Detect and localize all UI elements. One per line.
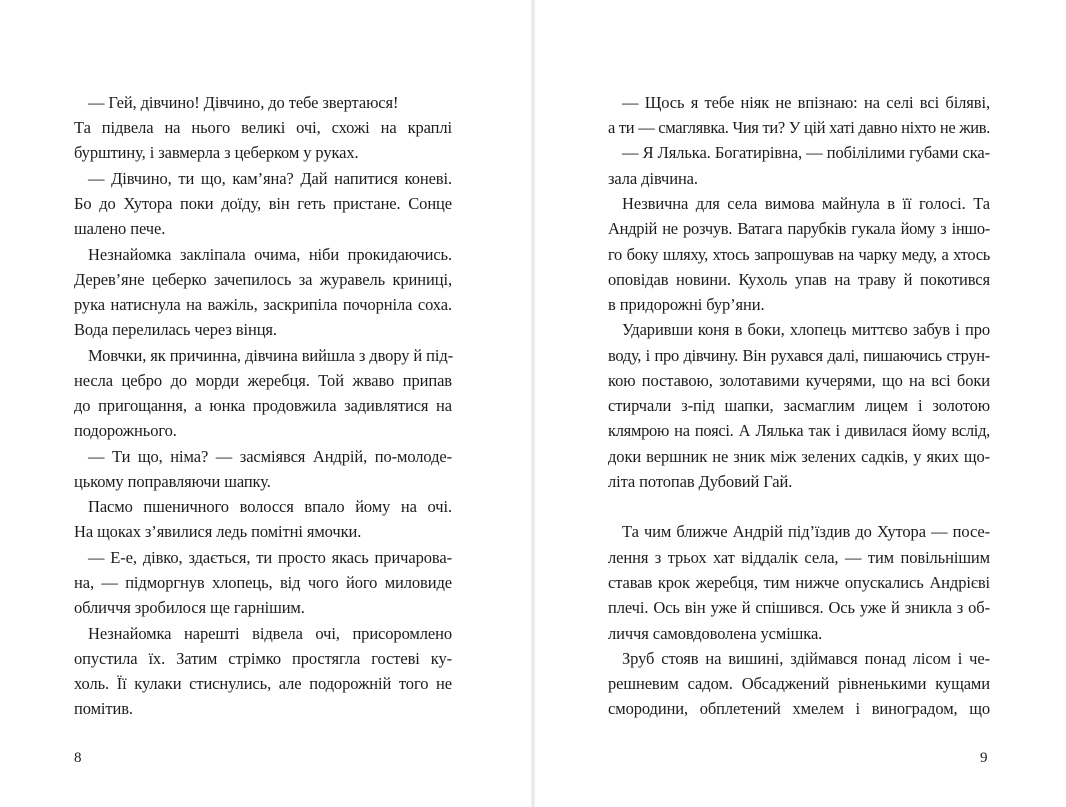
text-line: холь. Її кулаки стиснулись, але подорожній того не (74, 674, 452, 693)
text-line: помітив. (74, 699, 133, 718)
text-line: личчя самовдоволена усмішка. (608, 624, 823, 643)
text-line: літа потопав Дубовий Гай. (608, 472, 793, 491)
text-line: — Я Лялька. Богатирівна, — побілілими губами ска- (622, 143, 990, 162)
text-line: стирчали з-під шапки, засмаглим лицем і золотою (608, 396, 990, 415)
text-line: Мовчки, як причинна, дівчина вийшла з двору й під- (88, 346, 454, 365)
text-line: рука натиснула на важіль, заскрипіла почорніла соха. (74, 295, 452, 314)
text-line: опустила їх. Затим стрімко простягла гостеві ку- (74, 649, 452, 668)
text-line: бурштину, і завмерла з цеберком у руках. (74, 143, 359, 162)
text-line: обличчя зробилося ще гарнішим. (74, 598, 305, 617)
text-line: решневим садом. Обсаджений рівненькими кущами (608, 674, 990, 693)
text-line: Дерев’яне цеберко зачепилось за журавель криниці, (74, 270, 452, 289)
text-line: несла цебро до морди жеребця. Той жваво припав (74, 371, 452, 390)
text-line: доки вершник не зник між зелених садків, у яких що- (608, 447, 990, 466)
text-line: плечі. Ось він уже й спішився. Ось уже й зникла з об- (608, 598, 990, 617)
text-line: кою поставою, золотавими кучерями, що на всі боки (608, 371, 990, 390)
page-number: 9 (980, 750, 988, 766)
text-line: Зруб стояв на вишині, здіймався понад лісом і че- (622, 649, 990, 668)
text-line: Вода перелилась через вінця. (74, 320, 277, 339)
text-line: воду, і про дівчину. Він рухався далі, пишаючись струн- (608, 346, 990, 365)
text-line: смородини, обплетений хмелем і виноградом, що (608, 699, 990, 718)
text-line: Пасмо пшеничного волосся впало йому на очі. (88, 497, 452, 516)
text-line: на, — підморгнув хлопець, від чого його миловиде (74, 573, 452, 592)
text-line: — Дівчино, ти що, кам’яна? Дай напитися коневі. (88, 169, 452, 188)
text-line: го боку шляху, хтось запрошував на чарку меду, а хтось (608, 245, 990, 264)
text-line: Незвична для села вимова майнула в її голосі. Та (622, 194, 990, 213)
text-line: а ти — смаглявка. Чия ти? У цій хаті давно ніхто не жив. (608, 118, 990, 137)
text-line: зала дівчина. (608, 169, 698, 188)
text-line: цькому поправляючи шапку. (74, 472, 271, 491)
text-line: Бо до Хутора поки доїду, він геть пристане. Сонце (74, 194, 452, 213)
right-page (533, 0, 1066, 807)
text-line: Андрій не розчув. Ватага парубків гукала йому з іншо- (608, 219, 990, 238)
text-line: На щоках з’явилися ледь помітні ямочки. (74, 522, 362, 541)
text-line: Та підвела на нього великі очі, схожі на краплі (74, 118, 452, 137)
text-line: ставав крок жеребця, тим нижче опускались Андрієві (608, 573, 990, 592)
text-line: Та чим ближче Андрій під’їздив до Хутора — посе- (622, 522, 990, 541)
text-line: в придорожні бур’яни. (608, 295, 765, 314)
text-line: подорожнього. (74, 421, 177, 440)
text-line: — Гей, дівчино! Дівчино, до тебе звертаюся! (88, 93, 399, 112)
text-line: Ударивши коня в боки, хлопець миттєво забув і про (622, 320, 990, 339)
text-line: Незнайомка закліпала очима, ніби прокидаючись. (88, 245, 452, 264)
text-line: оповідав новини. Кухоль упав на траву й покотився (608, 270, 990, 289)
text-line: — Ти що, німа? — засміявся Андрій, по-молоде- (88, 447, 452, 466)
text-line: до пригощання, а юнка продовжила задивлятися на (74, 396, 452, 415)
text-line: — Щось я тебе ніяк не впізнаю: на селі всі біляві, (622, 93, 990, 112)
text-line: клямрою на поясі. А Лялька так і дивилася йому вслід, (608, 421, 990, 440)
text-line: — Е-е, дівко, здається, ти просто якась причарова- (88, 548, 452, 567)
page-number: 8 (74, 750, 82, 766)
text-line: лення з трьох хат віддалік села, — тим повільнішим (608, 548, 990, 567)
text-line: Незнайомка нарешті відвела очі, присоромлено (88, 624, 452, 643)
text-line: шалено пече. (74, 219, 166, 238)
